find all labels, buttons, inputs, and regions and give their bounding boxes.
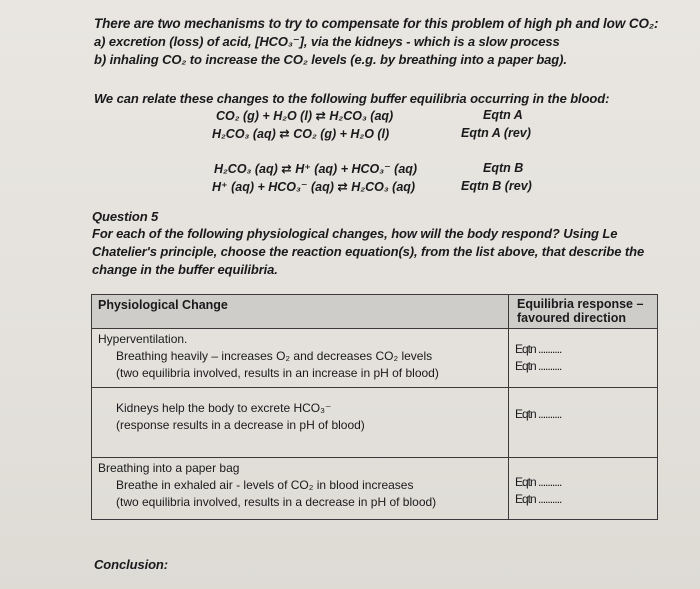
change-cell — [92, 329, 509, 388]
answer-blank[interactable]: Eqtn .......... — [515, 342, 562, 356]
question-line-3: change in the buffer equilibria. — [92, 262, 278, 277]
change-cell — [92, 388, 509, 458]
table-row — [92, 388, 658, 458]
change-cell — [92, 458, 509, 520]
response-cell[interactable] — [509, 458, 658, 520]
intro-line-2: a) excretion (loss) of acid, [HCO₃⁻], via the kidneys - which is a slow process — [94, 34, 560, 49]
equation-a-rev: H₂CO₃ (aq) ⇄ CO₂ (g) + H₂O (l) — [212, 127, 390, 141]
row-description: Kidneys help the body to excrete HCO₃⁻ — [116, 401, 332, 415]
header-physiological-change: Physiological Change — [92, 295, 509, 329]
row-note: (response results in a decrease in pH of blood) — [116, 418, 365, 432]
row-title: Hyperventilation. — [98, 332, 188, 346]
answer-blank[interactable]: Eqtn .......... — [515, 359, 562, 373]
response-cell[interactable] — [509, 388, 658, 458]
equation-a: CO₂ (g) + H₂O (l) ⇄ H₂CO₃ (aq) — [216, 109, 394, 123]
response-cell[interactable] — [509, 329, 658, 388]
equilibria-intro: We can relate these changes to the following buffer equilibria occurring in the blood: — [94, 91, 610, 106]
equation-b: H₂CO₃ (aq) ⇄ H⁺ (aq) + HCO₃⁻ (aq) — [214, 162, 418, 176]
question-line-2: Chatelier's principle, choose the reaction equation(s), from the list above, that describe the — [92, 244, 645, 259]
question-title: Question 5 — [92, 209, 159, 224]
answer-blank[interactable]: Eqtn .......... — [515, 407, 562, 421]
table-row — [92, 458, 658, 520]
row-title: Breathing into a paper bag — [98, 461, 240, 475]
row-note: (two equilibria involved, results in a decrease in pH of blood) — [116, 495, 437, 509]
answer-blank[interactable]: Eqtn .......... — [515, 492, 562, 506]
equation-a-rev-label: Eqtn A (rev) — [461, 126, 531, 140]
intro-line-1: There are two mechanisms to try to compensate for this problem of high ph and low CO₂: — [94, 16, 659, 31]
conclusion-label: Conclusion: — [94, 557, 169, 572]
header-equilibria-response: Equilibria response – favoured direction — [509, 295, 658, 329]
equation-b-rev-label: Eqtn B (rev) — [461, 179, 532, 193]
table-row — [92, 329, 658, 388]
equation-b-rev: H⁺ (aq) + HCO₃⁻ (aq) ⇄ H₂CO₃ (aq) — [212, 180, 416, 194]
answer-blank[interactable]: Eqtn .......... — [515, 475, 562, 489]
row-description: Breathe in exhaled air - levels of CO₂ in blood increases — [116, 478, 414, 492]
response-table — [91, 294, 658, 520]
equation-b-label: Eqtn B — [483, 161, 524, 175]
question-line-1: For each of the following physiological changes, how will the body respond? Using Le — [92, 226, 618, 241]
row-note: (two equilibria involved, results in an increase in pH of blood) — [116, 366, 439, 380]
intro-line-3: b) inhaling CO₂ to increase the CO₂ levels (e.g. by breathing into a paper bag). — [94, 52, 567, 67]
equation-a-label: Eqtn A — [483, 108, 523, 122]
row-description: Breathing heavily – increases O₂ and decreases CO₂ levels — [116, 349, 433, 363]
